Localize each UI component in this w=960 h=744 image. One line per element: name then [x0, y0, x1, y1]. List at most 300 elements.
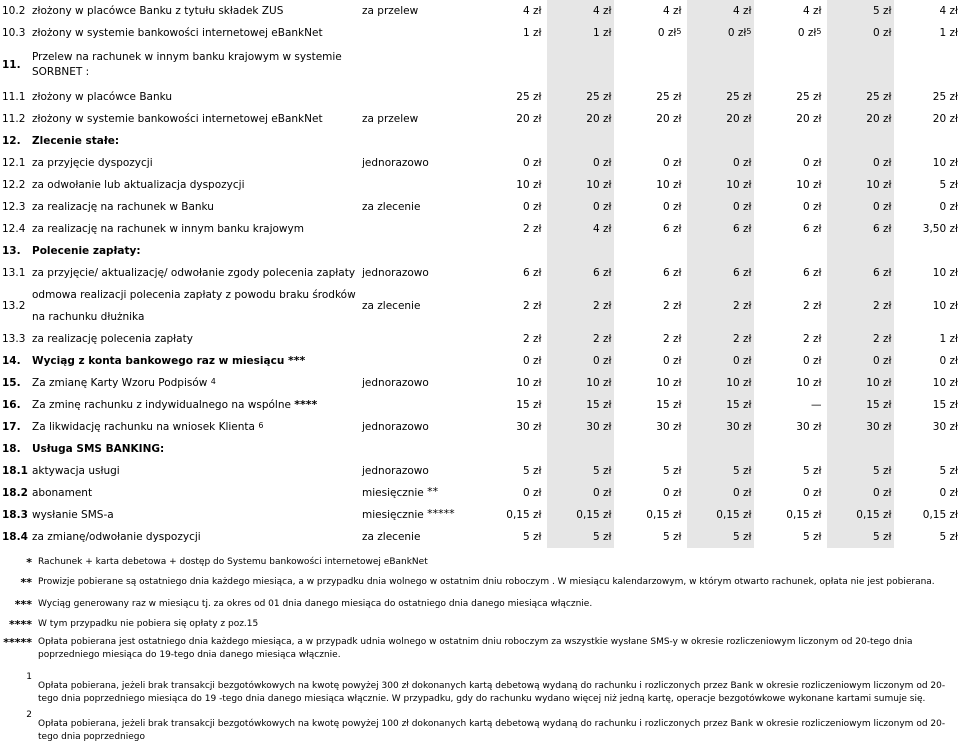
fee-amount: 0 zł: [872, 156, 892, 169]
row-description: [30, 328, 360, 350]
fee-value: [825, 174, 895, 196]
fee-value: [545, 86, 615, 108]
table-row: [0, 372, 960, 394]
charge-mode: [360, 86, 470, 108]
row-description: [30, 262, 360, 284]
fee-value: [755, 174, 825, 196]
fee-amount: 15 zł: [726, 398, 752, 411]
fee-amount: 0 zł: [522, 354, 542, 367]
fee-amount: 4 zł: [802, 4, 822, 17]
fee-value: [685, 482, 755, 504]
fee-amount: 6 zł: [802, 266, 822, 279]
description-text: złożony w systemie bankowości internetowej eBankNet: [32, 112, 323, 125]
footnote-ref: 4: [210, 376, 216, 386]
fee-value: [470, 262, 545, 284]
table-row: [0, 152, 960, 174]
fee-value: [755, 504, 825, 526]
fee-value: [755, 460, 825, 482]
fee-amount: 4 zł: [732, 4, 752, 17]
fee-value: [615, 394, 685, 416]
fee-value: [615, 152, 685, 174]
fee-value: [755, 526, 825, 548]
fee-amount: 2 zł: [732, 299, 752, 312]
fee-value: [685, 416, 755, 438]
fee-amount: 5 zł: [522, 530, 542, 543]
fee-value: [470, 350, 545, 372]
fee-value: [755, 196, 825, 218]
table-row: [0, 262, 960, 284]
fee-amount: 10 zł: [516, 178, 542, 191]
fee-amount: 5 zł: [939, 178, 958, 191]
fee-value: [545, 152, 615, 174]
row-description: [30, 438, 360, 460]
fee-amount: 6 zł: [592, 266, 612, 279]
fee-value: [895, 372, 960, 394]
fee-value: [470, 174, 545, 196]
fee-amount: 5 zł: [872, 464, 892, 477]
row-number: 17.: [2, 420, 21, 433]
fee-value: [825, 438, 895, 460]
fee-amount: 10 zł: [656, 376, 682, 389]
fee-value: [545, 526, 615, 548]
charge-mode: [360, 372, 470, 394]
fee-amount: 2 zł: [662, 332, 682, 345]
charge-mode-text: jednorazowo: [362, 156, 429, 169]
fee-amount: 30 zł: [866, 420, 892, 433]
fee-amount: 25 zł: [932, 90, 958, 103]
fee-value: [545, 328, 615, 350]
fee-value: [755, 482, 825, 504]
fee-value: [685, 284, 755, 328]
fee-value: [825, 130, 895, 152]
description-text: złożony w placówce Banku: [32, 90, 173, 103]
table-row: [0, 482, 960, 504]
fee-amount: 2 zł: [522, 222, 542, 235]
row-number: 14.: [2, 354, 21, 367]
charge-mode: [360, 130, 470, 152]
fee-value: [755, 394, 825, 416]
fee-value: [895, 526, 960, 548]
charge-mode-text: jednorazowo: [362, 376, 429, 389]
description-text: Zlecenie stałe:: [32, 134, 120, 147]
fee-value: [615, 262, 685, 284]
fee-amount: 0 zł: [657, 26, 677, 39]
fee-value: [470, 196, 545, 218]
fee-value: [755, 438, 825, 460]
fee-amount: 0 zł: [797, 26, 817, 39]
fee-amount: 15 zł: [656, 398, 682, 411]
fee-value: [470, 240, 545, 262]
fee-value: [470, 0, 545, 22]
fee-value: [470, 526, 545, 548]
fee-amount: 20 zł: [726, 112, 752, 125]
fee-value: [685, 372, 755, 394]
fee-value: [895, 262, 960, 284]
fee-amount: 5 zł: [872, 530, 892, 543]
description-text: za przyjęcie dyspozycji: [32, 156, 153, 169]
description-text: Przelew na rachunek w innym banku krajowym w systemie: [32, 51, 342, 63]
fee-value: [470, 460, 545, 482]
fee-value: [615, 482, 685, 504]
fee-value: [545, 174, 615, 196]
charge-mode: [360, 482, 470, 504]
fee-value: [545, 460, 615, 482]
charge-mode-text: jednorazowo: [362, 420, 429, 433]
fee-value: [755, 22, 825, 44]
fee-value: [470, 416, 545, 438]
table-row: [0, 438, 960, 460]
fee-value: [895, 196, 960, 218]
table-row: [0, 240, 960, 262]
fee-amount: 1 zł: [939, 26, 958, 39]
fee-amount: 0 zł: [802, 200, 822, 213]
fee-value: [685, 44, 755, 86]
fee-amount: 30 zł: [516, 420, 542, 433]
fee-amount: 0 zł: [872, 486, 892, 499]
fee-value: [895, 460, 960, 482]
row-description: [30, 174, 360, 196]
footnote-mark: *: [26, 556, 32, 569]
row-number: 11.2: [2, 112, 26, 125]
fee-amount: 5 zł: [802, 530, 822, 543]
fee-value: [470, 438, 545, 460]
fee-amount: 0 zł: [732, 200, 752, 213]
fee-amount: 0 zł: [872, 354, 892, 367]
row-description: [30, 130, 360, 152]
fee-value: [895, 152, 960, 174]
fee-value: [825, 86, 895, 108]
fee-amount: 0 zł: [939, 354, 958, 367]
fee-amount: 2 zł: [592, 332, 612, 345]
fee-amount: 2 zł: [872, 332, 892, 345]
fee-amount: 10 zł: [726, 376, 752, 389]
row-number: 11.1: [2, 90, 26, 103]
footnote-ref: ****: [294, 398, 318, 411]
fee-value: [895, 86, 960, 108]
table-row: [0, 174, 960, 196]
fee-value: [545, 394, 615, 416]
fee-amount: 0,15 zł: [856, 508, 892, 521]
fee-amount: 25 zł: [726, 90, 752, 103]
footnote-mark: **: [20, 576, 32, 589]
fee-value: [615, 284, 685, 328]
fee-amount: 10 zł: [866, 376, 892, 389]
fee-value: [685, 350, 755, 372]
fee-value: [755, 86, 825, 108]
fee-amount: 2 zł: [592, 299, 612, 312]
fee-value: [685, 152, 755, 174]
fee-amount: 30 zł: [726, 420, 752, 433]
fee-value: [615, 0, 685, 22]
fee-amount: 10 zł: [932, 299, 958, 312]
fee-amount: 2 zł: [522, 332, 542, 345]
row-description: [30, 240, 360, 262]
footnote-ref: 5: [816, 26, 822, 36]
charge-mode: [360, 174, 470, 196]
fee-amount: 10 zł: [796, 178, 822, 191]
charge-mode: [360, 44, 470, 86]
description-text: za zmianę/odwołanie dyspozycji: [32, 530, 201, 543]
row-description: [30, 350, 360, 372]
fee-amount: 20 zł: [656, 112, 682, 125]
fee-amount: 20 zł: [866, 112, 892, 125]
fee-value: [615, 504, 685, 526]
fee-amount: 6 zł: [662, 266, 682, 279]
footnote-mark: 1: [26, 672, 32, 682]
fee-value: [895, 438, 960, 460]
fee-amount: 1 zł: [939, 332, 958, 345]
description-text: za przyjęcie/ aktualizację/ odwołanie zgody polecenia zapłaty: [32, 266, 356, 279]
fee-amount: 0 zł: [592, 200, 612, 213]
charge-mode: [360, 394, 470, 416]
fee-amount: 0 zł: [662, 156, 682, 169]
fee-amount: 6 zł: [662, 222, 682, 235]
table-row: [0, 22, 960, 44]
row-number: 18.3: [2, 508, 28, 521]
fee-amount: 5 zł: [732, 464, 752, 477]
fee-amount: 20 zł: [586, 112, 612, 125]
fee-value: [895, 394, 960, 416]
fee-amount: 0 zł: [662, 354, 682, 367]
fee-value: [545, 372, 615, 394]
description-text: Usługa SMS BANKING:: [32, 442, 165, 455]
fee-amount: 4 zł: [662, 4, 682, 17]
row-number: 13.2: [2, 299, 26, 312]
fee-value: [895, 22, 960, 44]
fee-amount: 10 zł: [932, 376, 958, 389]
fee-value: [685, 262, 755, 284]
fee-value: [895, 44, 960, 86]
fee-value: [895, 108, 960, 130]
row-description: [30, 416, 360, 438]
fee-amount: 0 zł: [592, 156, 612, 169]
fee-value: [755, 240, 825, 262]
description-text: za realizację polecenia zapłaty: [32, 332, 193, 345]
fee-value: [755, 0, 825, 22]
fee-amount: 5 zł: [662, 464, 682, 477]
fee-amount: 0 zł: [727, 26, 747, 39]
fee-value: [755, 152, 825, 174]
fee-amount: 15 zł: [932, 398, 958, 411]
fee-value: [545, 44, 615, 86]
footnote-text: Opłata pobierana, jeżeli brak transakcji bezgotówkowych na kwotę powyżej 300 zł dokonanych kartą debetową wydaną do rachunku i rozliczonych przez Bank w okresie rozliczeniowym liczonym od 20-tego dnia poprzedniego miesiąca do 19 -tego dnia danego miesiąca włącznie. W przypadku, gdy do rachunku wydano więcej niż jedną kartę, operacje bezgotówkowe wykonane kartami sumuje się.: [38, 681, 946, 704]
fee-amount: 10 zł: [866, 178, 892, 191]
fee-value: [685, 218, 755, 240]
table-row: [0, 44, 960, 86]
fee-amount: 2 zł: [802, 299, 822, 312]
fee-value: [470, 504, 545, 526]
fee-value: [545, 22, 615, 44]
fee-amount: 10 zł: [726, 178, 752, 191]
fee-amount: 0 zł: [939, 486, 958, 499]
row-number: 18.4: [2, 530, 28, 543]
fee-amount: 25 zł: [866, 90, 892, 103]
fee-amount: 10 zł: [586, 178, 612, 191]
fee-value: [545, 504, 615, 526]
charge-mode: [360, 108, 470, 130]
description-text: wysłanie SMS-a: [32, 508, 114, 521]
fee-value: [825, 152, 895, 174]
footnote-mark: *****: [3, 636, 32, 649]
charge-mode: [360, 218, 470, 240]
fee-value: [755, 130, 825, 152]
fee-amount: 0 zł: [662, 200, 682, 213]
fee-value: [470, 328, 545, 350]
table-row: [0, 416, 960, 438]
fee-value: [545, 218, 615, 240]
row-description: [30, 526, 360, 548]
fee-value: [545, 0, 615, 22]
fee-value: [685, 394, 755, 416]
fee-amount: 2 zł: [662, 299, 682, 312]
fee-value: [470, 218, 545, 240]
fee-value: [615, 438, 685, 460]
fee-value: [685, 526, 755, 548]
footnote-text: Prowizje pobierane są ostatniego dnia każdego miesiąca, a w przypadku dnia wolnego w ostatnim dniu roboczym . W miesiącu kalendarzowym, w którym otwarto rachunek, opłata nie jest pobierana.: [38, 577, 935, 587]
table-row: [0, 0, 960, 22]
fee-amount: 2 zł: [872, 299, 892, 312]
fee-value: [755, 328, 825, 350]
row-description: [30, 22, 360, 44]
fee-value: [615, 526, 685, 548]
footnote-text: W tym przypadku nie pobiera się opłaty z poz.15: [38, 619, 259, 629]
fee-value: [895, 350, 960, 372]
fee-value: [825, 196, 895, 218]
table-row: [0, 394, 960, 416]
fee-amount: 2 zł: [732, 332, 752, 345]
fee-value: [685, 108, 755, 130]
fee-value: [470, 86, 545, 108]
fee-amount: 0 zł: [802, 354, 822, 367]
description-text: za realizację na rachunek w Banku: [32, 200, 214, 213]
charge-mode: [360, 460, 470, 482]
footnote-ref: 5: [676, 26, 682, 36]
table-row: [0, 130, 960, 152]
fee-value: [895, 0, 960, 22]
fee-value: [545, 482, 615, 504]
fee-amount: 0,15 zł: [576, 508, 612, 521]
fee-value: [685, 86, 755, 108]
row-number: 12.3: [2, 200, 26, 213]
fee-amount: 5 zł: [592, 464, 612, 477]
fee-value: [685, 240, 755, 262]
table-row: [0, 108, 960, 130]
table-row: [0, 218, 960, 240]
fee-value: [755, 372, 825, 394]
row-number: 13.3: [2, 332, 26, 345]
row-number: 10.3: [2, 26, 26, 39]
charge-mode-text: miesięcznie: [362, 508, 424, 521]
fee-value: [685, 460, 755, 482]
row-number: 18.1: [2, 464, 28, 477]
description-text: za realizację na rachunek w innym banku krajowym: [32, 222, 304, 235]
footnote-text: Opłata pobierana, jeżeli brak transakcji bezgotówkowych na kwotę powyżej 100 zł dokonanych kartą debetową wydaną do rachunku i rozliczonych przez Bank w okresie rozliczeniowym liczonym od 20-tego dnia poprzedniego: [38, 719, 946, 742]
row-number: 18.: [2, 442, 21, 455]
fee-value: [470, 152, 545, 174]
table-row: [0, 526, 960, 548]
charge-mode: [360, 438, 470, 460]
fee-amount: 15 zł: [866, 398, 892, 411]
fee-amount: 10 zł: [586, 376, 612, 389]
fee-amount: 0 zł: [732, 156, 752, 169]
fee-value: [895, 504, 960, 526]
row-number: 12.1: [2, 156, 26, 169]
row-description: [30, 284, 360, 328]
fee-value: [825, 526, 895, 548]
fee-amount: 25 zł: [796, 90, 822, 103]
fee-amount: 0 zł: [592, 486, 612, 499]
description-text: Polecenie zapłaty:: [32, 244, 141, 257]
fee-value: [545, 130, 615, 152]
fee-amount: 6 zł: [732, 266, 752, 279]
fee-amount: 15 zł: [516, 398, 542, 411]
fee-value: [755, 262, 825, 284]
fee-value: [545, 284, 615, 328]
charge-mode-text: za zlecenie: [362, 299, 421, 312]
fee-value: [825, 218, 895, 240]
fee-value: [895, 240, 960, 262]
fee-amount: 4 zł: [592, 4, 612, 17]
row-number: 12.2: [2, 178, 26, 191]
table-row: [0, 196, 960, 218]
description-text: Wyciąg z konta bankowego raz w miesiącu: [32, 355, 285, 367]
fee-value: [755, 218, 825, 240]
fee-amount: 0 zł: [732, 354, 752, 367]
fee-amount: 0,15 zł: [716, 508, 752, 521]
fee-value: [615, 22, 685, 44]
fee-value: [545, 196, 615, 218]
fee-amount: 25 zł: [516, 90, 542, 103]
fee-value: [825, 394, 895, 416]
fee-value: [685, 0, 755, 22]
charge-mode-text: za zlecenie: [362, 200, 421, 213]
row-number: 12.4: [2, 222, 26, 235]
fee-value: [755, 44, 825, 86]
fee-amount: 1 zł: [592, 26, 612, 39]
fee-value: [470, 284, 545, 328]
description-text: złożony w systemie bankowości internetowej eBankNet: [32, 26, 323, 39]
fee-value: [895, 174, 960, 196]
fee-value: [895, 218, 960, 240]
fee-value: [825, 372, 895, 394]
fee-amount: 20 zł: [796, 112, 822, 125]
table-row: [0, 350, 960, 372]
fee-amount: 5 zł: [662, 530, 682, 543]
fee-amount: 20 zł: [932, 112, 958, 125]
fee-value: [685, 328, 755, 350]
fee-value: [895, 130, 960, 152]
fee-value: [685, 438, 755, 460]
fee-value: [545, 438, 615, 460]
row-description: [30, 196, 360, 218]
description-text: Za zmianę Karty Wzoru Podpisów: [32, 376, 208, 389]
charge-mode: [360, 328, 470, 350]
footnote-ref: 6: [258, 420, 264, 430]
row-description: [30, 152, 360, 174]
fee-amount: 0 zł: [522, 200, 542, 213]
fee-value: [825, 44, 895, 86]
fee-value: [615, 196, 685, 218]
fee-value: [470, 22, 545, 44]
fee-amount: 6 zł: [802, 222, 822, 235]
fee-amount: 4 zł: [592, 222, 612, 235]
row-description: [30, 218, 360, 240]
fee-amount: 0 zł: [592, 354, 612, 367]
charge-mode: [360, 416, 470, 438]
fee-value: [470, 372, 545, 394]
row-description: [30, 482, 360, 504]
footnote-mark: 2: [26, 710, 32, 720]
